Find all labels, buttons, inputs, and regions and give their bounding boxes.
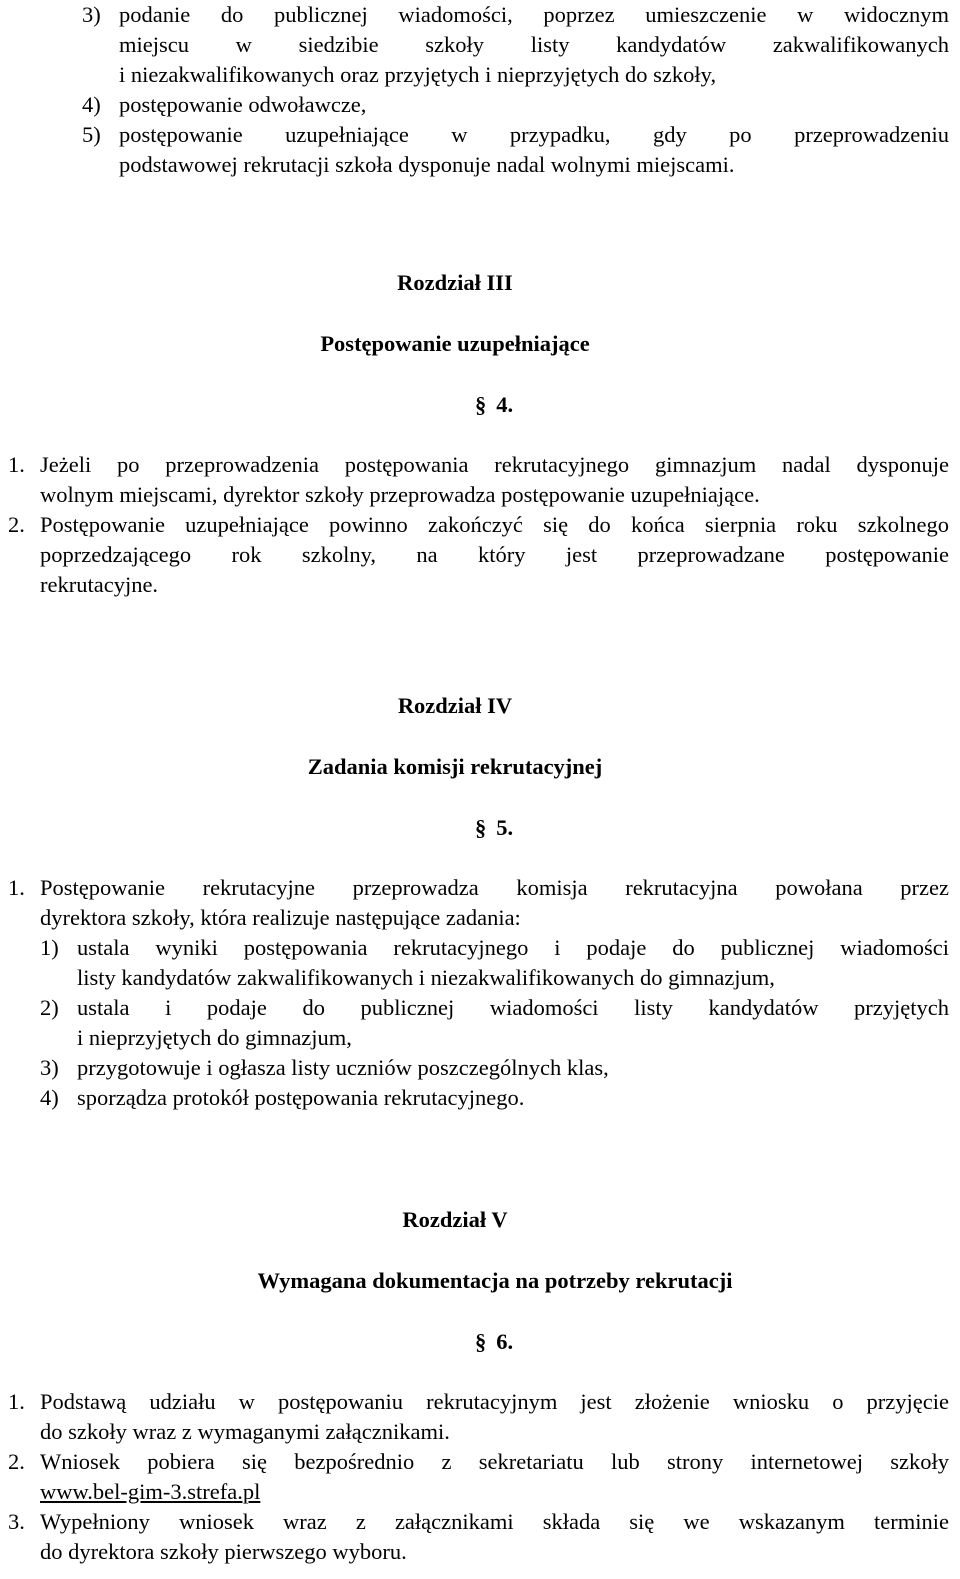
section-num: 6.	[496, 1329, 514, 1354]
list-item-text: podanie do publicznej wiadomości, poprzez umieszczenie w widocznym	[119, 2, 949, 27]
paragraph-number: 3.	[8, 1509, 25, 1534]
school-website-link[interactable]: www.bel-gim-3.strefa.pl	[40, 1479, 261, 1504]
list-item-text: ustala wyniki postępowania rekrutacyjnego i podaje do publicznej wiadomości	[77, 935, 949, 960]
section-num: 4.	[496, 392, 514, 417]
section-sign: §	[475, 1329, 487, 1354]
paragraph-number: 1.	[8, 1389, 25, 1414]
list-item-text: listy kandydatów zakwalifikowanych i niezakwalifikowanych do gimnazjum,	[77, 965, 775, 990]
list-item-text: ustala i podaje do publicznej wiadomości listy kandydatów przyjętych	[77, 995, 949, 1020]
paragraph-text: Postępowanie uzupełniające powinno zakończyć się do końca sierpnia roku szkolnego	[40, 512, 949, 537]
chapter-title: Zadania komisji rekrutacyjnej	[307, 754, 603, 779]
section-number	[475, 1327, 513, 1357]
list-item-text: sporządza protokół postępowania rekrutacyjnego.	[77, 1085, 525, 1110]
section-sign: §	[475, 815, 487, 840]
list-number: 5)	[82, 122, 101, 147]
list-item-text: postępowanie odwoławcze,	[119, 92, 367, 117]
list-number: 4)	[82, 92, 101, 117]
paragraph-text: poprzedzającego rok szkolny, na który jest przeprowadzane postępowanie	[40, 542, 949, 567]
list-item-text: podstawowej rekrutacji szkoła dysponuje nadal wolnymi miejscami.	[119, 152, 735, 177]
list-item-text: postępowanie uzupełniające w przypadku, gdy po przeprowadzeniu	[119, 122, 949, 147]
chapter-heading: Rozdział V	[402, 1207, 508, 1232]
paragraph-text: Jeżeli po przeprowadzenia postępowania rekrutacyjnego gimnazjum nadal dysponuje	[40, 452, 949, 477]
list-number: 3)	[82, 2, 101, 27]
chapter-heading: Rozdział III	[397, 270, 513, 295]
section-number	[475, 813, 513, 843]
list-item-text: i nieprzyjętych do gimnazjum,	[77, 1025, 352, 1050]
paragraph-text: Postępowanie rekrutacyjne przeprowadza komisja rekrutacyjna powołana przez	[40, 875, 949, 900]
chapter-title: Postępowanie uzupełniające	[320, 331, 590, 356]
list-item-text: i niezakwalifikowanych oraz przyjętych i nieprzyjętych do szkoły,	[119, 62, 717, 87]
paragraph-text: Wypełniony wniosek wraz z załącznikami składa się we wskazanym terminie	[40, 1509, 949, 1534]
paragraph-number: 1.	[8, 875, 25, 900]
paragraph-number: 2.	[8, 512, 25, 537]
paragraph-text: do szkoły wraz z wymaganymi załącznikami.	[40, 1419, 450, 1444]
paragraph-number: 1.	[8, 452, 25, 477]
list-number: 1)	[40, 935, 59, 960]
list-item-text: miejscu w siedzibie szkoły listy kandydatów zakwalifikowanych	[119, 32, 949, 57]
section-number	[475, 390, 513, 420]
list-number: 3)	[40, 1055, 59, 1080]
paragraph-text: do dyrektora szkoły pierwszego wyboru.	[40, 1539, 407, 1564]
chapter-heading: Rozdział IV	[397, 693, 513, 718]
list-number: 4)	[40, 1085, 59, 1110]
list-item-text: przygotowuje i ogłasza listy uczniów poszczególnych klas,	[77, 1055, 609, 1080]
paragraph-text: wolnym miejscami, dyrektor szkoły przeprowadza postępowanie uzupełniające.	[40, 482, 760, 507]
paragraph-text: dyrektora szkoły, która realizuje następujące zadania:	[40, 905, 521, 930]
paragraph-number: 2.	[8, 1449, 25, 1474]
paragraph-text: Podstawą udziału w postępowaniu rekrutacyjnym jest złożenie wniosku o przyjęcie	[40, 1389, 949, 1414]
paragraph-text: rekrutacyjne.	[40, 572, 159, 597]
list-number: 2)	[40, 995, 59, 1020]
section-num: 5.	[496, 815, 514, 840]
paragraph-text: Wniosek pobiera się bezpośrednio z sekretariatu lub strony internetowej szkoły	[40, 1449, 949, 1474]
section-sign: §	[475, 392, 487, 417]
chapter-title: Wymagana dokumentacja na potrzeby rekrutacji	[257, 1268, 733, 1293]
